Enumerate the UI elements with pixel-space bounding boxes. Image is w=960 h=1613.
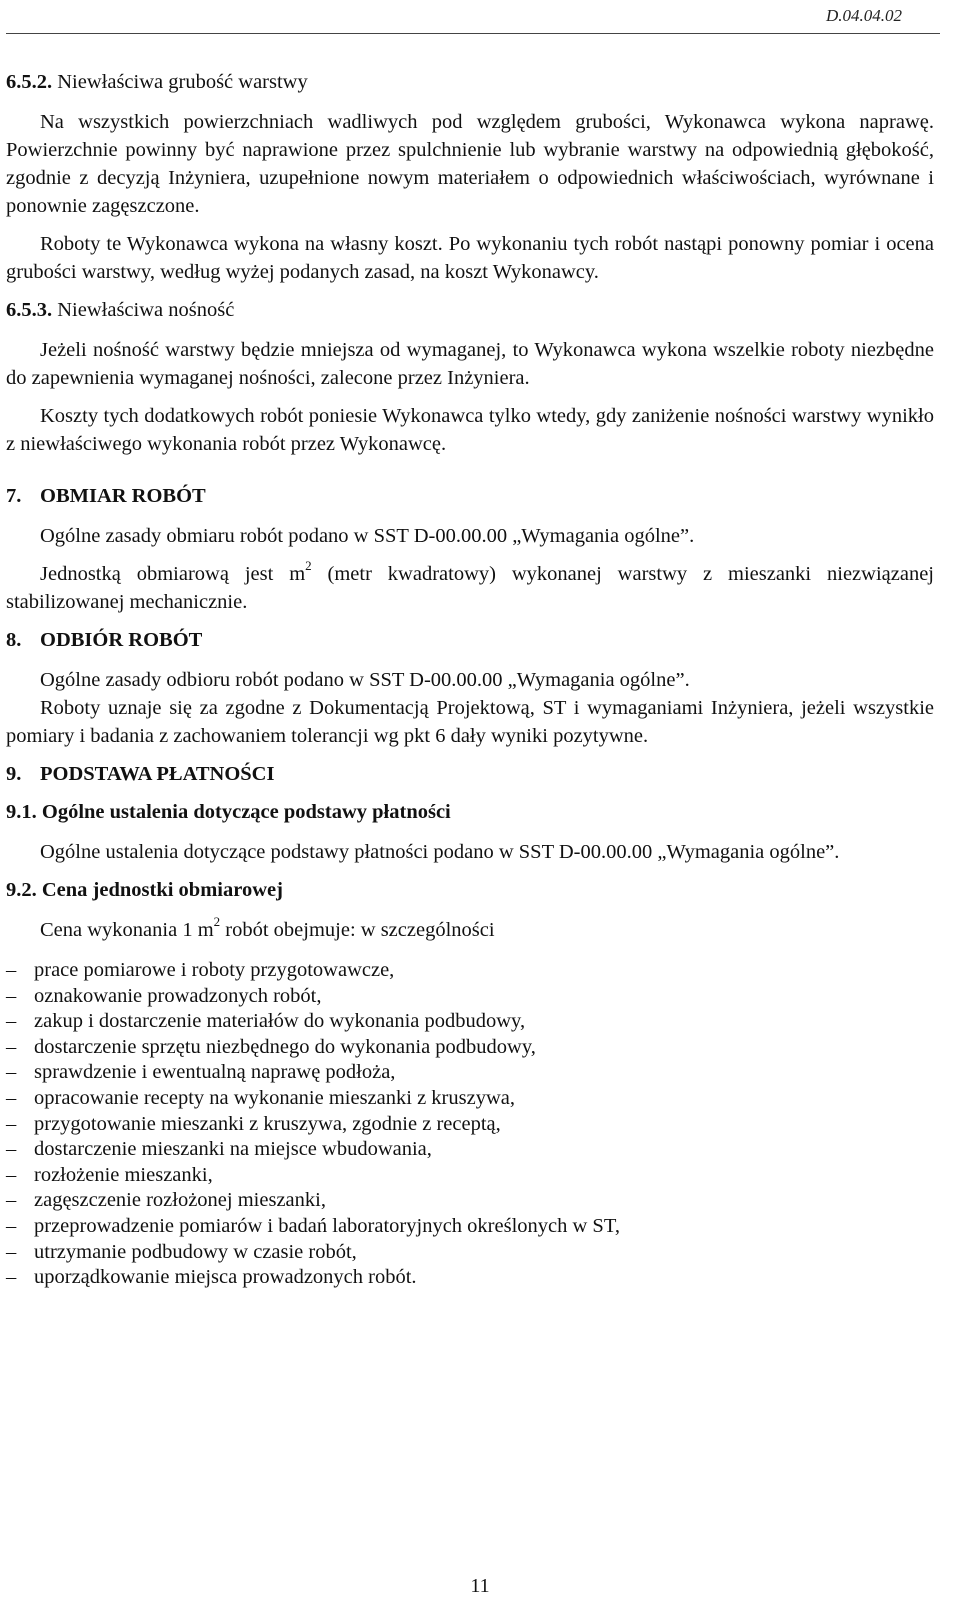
list-item [6,1163,934,1189]
list-item-text: sprawdzenie i ewentualną naprawę podłoża, [34,1061,396,1084]
page-number: 11 [470,1575,490,1597]
dash-bullet: – [6,1138,17,1161]
section-heading-9-1 [6,798,934,826]
dash-bullet: – [6,1266,17,1289]
document-body [6,68,934,1291]
paragraph: Na wszystkich powierzchniach wadliwych pod względem grubości, Wykonawca wykona naprawę. Powierzchnie powinny być naprawione przez spulchnienie lub wybranie warstwy na odpowiednią głębokość, zgodnie z decyzją Inżyniera, uzupełnione nowym materiałem o odpowiednich właściwościach, wyrównane i ponownie zagęszczone. [6,111,934,217]
section-heading-9 [6,760,934,788]
list-item [6,1086,934,1112]
list-item-text: przygotowanie mieszanki z kruszywa, zgodnie z receptą, [34,1112,501,1135]
list-item [6,1035,934,1061]
section-heading-6-5-2 [6,68,934,96]
list-item [6,1009,934,1035]
list-item-text: utrzymanie podbudowy w czasie robót, [34,1240,357,1263]
dash-bullet: – [6,1035,17,1058]
section-title: Ogólne ustalenia dotyczące podstawy płatności [36,801,451,823]
paragraph: Ogólne zasady obmiaru robót podano w SST D-00.00.00 „Wymagania ogólne”. [40,525,695,547]
list-item-text: prace pomiarowe i roboty przygotowawcze, [34,959,395,981]
paragraph: Roboty uznaje się za zgodne z Dokumentacją Projektową, ST i wymaganiami Inżyniera, jeżeli wszystkie pomiary i badania z zachowaniem tolerancji wg pkt 6 dały wyniki pozytywne. [6,697,934,747]
superscript: 2 [213,914,221,930]
paragraph: Ogólne zasady odbioru robót podano w SST D-00.00.00 „Wymagania ogólne”. [40,669,690,691]
paragraph: Roboty te Wykonawca wykona na własny koszt. Po wykonaniu tych robót nastąpi ponowny pomiar i ocena grubości warstwy, według wyżej podanych zasad, na koszt Wykonawcy. [6,233,934,283]
list-item-text: dostarczenie sprzętu niezbędnego do wykonania podbudowy, [34,1035,536,1058]
list-item [6,1112,934,1138]
section-number: 9. [6,763,22,785]
section-title: Cena jednostki obmiarowej [36,879,283,901]
list-item [6,1214,934,1240]
section-number: 6.5.3. [6,299,53,321]
list-item [6,1240,934,1266]
section-heading-9-2 [6,876,934,904]
dash-bullet: – [6,1086,17,1109]
dash-bullet: – [6,1112,17,1135]
list-item [6,1188,934,1214]
list-item [6,1060,934,1086]
list-item-text: zagęszczenie rozłożonej mieszanki, [34,1189,326,1212]
list-item-text: dostarczenie mieszanki na miejsce wbudowania, [34,1138,432,1161]
header-divider [6,33,940,34]
paragraph [6,916,934,944]
section-title: ODBIÓR ROBÓT [40,629,203,651]
text-run: Jednostką obmiarową jest m [40,563,306,585]
section-title: PODSTAWA PŁATNOŚCI [40,763,275,785]
dash-bullet: – [6,959,17,981]
section-number: 7. [6,485,22,507]
dash-bullet: – [6,1163,17,1186]
list-item-text: oznakowanie prowadzonych robót, [34,984,322,1007]
list-item [6,984,934,1010]
document-code: D.04.04.02 [825,6,902,25]
superscript: 2 [305,558,312,574]
list-item-text: uporządkowanie miejsca prowadzonych robót. [34,1266,417,1289]
list-item-text: rozłożenie mieszanki, [34,1163,213,1186]
text-run: robót obejmuje: w szczególności [220,919,495,941]
list-item [6,1265,934,1291]
dash-bullet: – [6,1010,17,1033]
list-item-text: zakup i dostarczenie materiałów do wykonania podbudowy, [34,1010,526,1033]
section-number: 9.2. [6,879,37,901]
section-number: 9.1. [6,801,37,823]
dash-bullet: – [6,1061,17,1084]
list-item-text: opracowanie recepty na wykonanie mieszanki z kruszywa, [34,1086,515,1109]
section-number: 6.5.2. [6,71,53,93]
paragraph: Jeżeli nośność warstwy będzie mniejsza od wymaganej, to Wykonawca wykona wszelkie roboty niezbędne do zapewnienia wymaganej nośności, zalecone przez Inżyniera. [6,339,934,389]
paragraph: Ogólne ustalenia dotyczące podstawy płatności podano w SST D-00.00.00 „Wymagania ogólne”. [40,841,840,863]
text-run: (metr kwadratowy) wykonanej warstwy z mieszanki niezwiązanej stabilizowanej mechanicznie. [6,563,934,613]
cost-items-list [6,958,934,1291]
dash-bullet: – [6,1240,17,1263]
dash-bullet: – [6,984,17,1007]
section-number: 8. [6,629,22,651]
section-title: Niewłaściwa grubość warstwy [52,71,308,93]
section-title: Niewłaściwa nośność [52,299,235,321]
dash-bullet: – [6,1214,17,1237]
list-item [6,1137,934,1163]
section-title: OBMIAR ROBÓT [40,485,206,507]
paragraph: Koszty tych dodatkowych robót poniesie Wykonawca tylko wtedy, gdy zaniżenie nośności warstwy wynikło z niewłaściwego wykonania robót przez Wykonawcę. [6,405,934,455]
section-heading-8 [6,626,934,654]
dash-bullet: – [6,1189,17,1212]
list-item [6,958,934,984]
paragraph [6,560,934,616]
section-heading-6-5-3 [6,296,934,324]
section-heading-7 [6,482,934,510]
text-run: Cena wykonania 1 m [40,919,214,941]
list-item-text: przeprowadzenie pomiarów i badań laboratoryjnych określonych w ST, [34,1214,620,1237]
